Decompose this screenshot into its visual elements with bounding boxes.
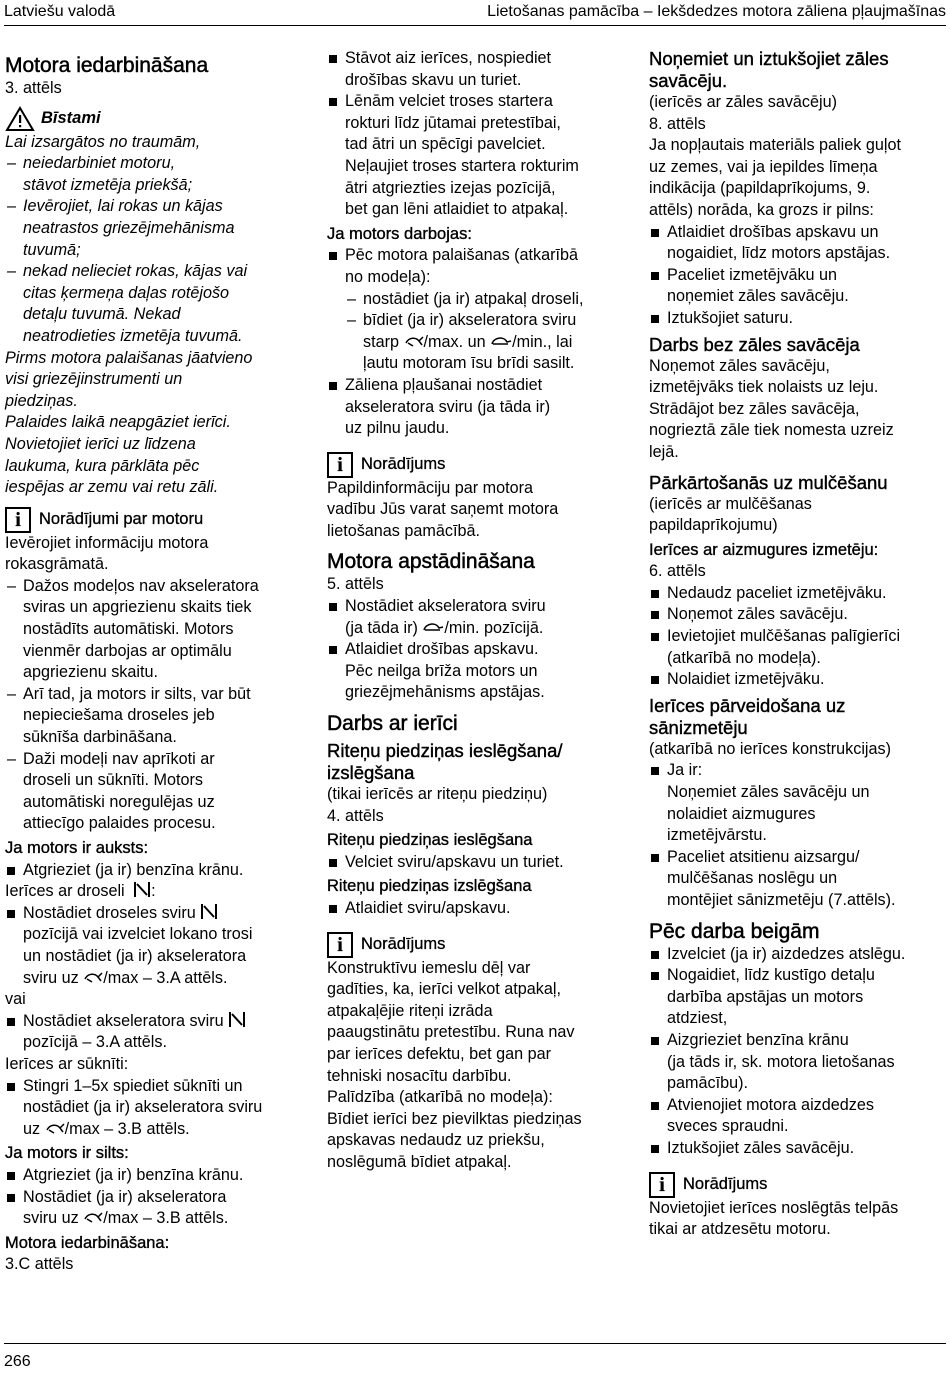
warning-text: Lai izsargātos no traumām, [5, 132, 201, 151]
header-divider [4, 25, 946, 26]
header-document-title: Lietošanas pamācība – Iekšdedzes motora zāliena pļaujmašīnas [487, 3, 946, 20]
note-text: Konstruktīvu iemeslu dēļ var gadīties, ka, ierīci velkot atpakaļ, atpakaļējie riteņi izrāda paaugstinātu pretestību. Runa nav par ierīces defektu, bet gan par tehniski nosacītu darbību. Palīdzība (atkarībā no modeļa): Bīdiet ierīci bez pievilktas piedziņas apskavas nedaudz uz priekšu, noslēgumā bīdiet atpakaļ. [327, 958, 582, 1171]
drive-heading: Riteņu piedziņas ieslēgšana/ izslēgšana [327, 740, 563, 784]
bullet-item: Aizgrieziet benzīna krānu (ja tāds ir, sk. motora lietošanas pamācību). [649, 1030, 947, 1095]
drive-text: (tikai ierīcēs ar riteņu piedziņu) 4. attēls [327, 785, 548, 825]
note-dash-item: – Daži modeļi nav aprīkoti ar droseli un sūknīti. Motors automātiski noregulējas uz attiecīgo palaides procesu. [5, 749, 305, 835]
figure-ref: 3.C attēls [5, 1255, 74, 1274]
figure-ref: 6. attēls [649, 562, 706, 581]
dash-item: – bīdiet (ja ir) akseleratora sviru starp /max. un /min., lai ļautu motoram īsu brīdi sasilt. [345, 310, 627, 375]
bullet-item: Iztukšojiet saturu. [649, 308, 947, 330]
footer-divider [4, 1343, 946, 1344]
info-icon: i [327, 452, 353, 478]
bullet-item: Izvelciet (ja ir) aizdedzes atslēgu. [649, 944, 947, 966]
note-text: Papildinformāciju par motora vadību Jūs varat saņemt motora lietošanas pamācībā. [327, 478, 559, 540]
warning-dash-item: – nekad nelieciet rokas, kājas vai citas ķermeņa daļas rotējošo detaļu tuvumā. Nekad neatrodieties izmetēja tuvumā. [5, 261, 305, 347]
choke-symbol-icon [133, 881, 151, 898]
pump-intro: Ierīces ar sūknīti: [5, 1054, 129, 1073]
bullet-item: Nostādiet droseles sviru pozīcijā vai izvelciet lokano trosi un nostādiet (ja ir) akseleratora sviru uz /max – 3.A attēls. [5, 903, 305, 989]
warning-heading [5, 106, 305, 132]
note-dash-item: – Arī tad, ja motors ir silts, var būt nepieciešama droseles jeb sūknīša darbināšana. [5, 684, 305, 749]
engine-note-heading: i Norādījumi par motoru [5, 507, 305, 533]
bullet-item: Velciet sviru/apskavu un turiet. [327, 852, 627, 874]
choke-intro: Ierīces ar droseli : [5, 882, 156, 901]
column-3 [649, 48, 947, 1241]
column-1 [5, 48, 305, 1276]
bullet-item: Paceliet atsitienu aizsargu/ mulčēšanas noslēgu un montējiet sānizmetēju (7.attēls). [649, 847, 947, 912]
page-header [4, 2, 946, 24]
bullet-item: Stingri 1–5x spiediet sūknīti un nostādiet (ja ir) akseleratora sviru uz /max – 3.B attēls. [5, 1076, 305, 1141]
bullet-item: Atgrieziet (ja ir) benzīna krānu. [5, 860, 305, 882]
bullet-item: Stāvot aiz ierīces, nospiediet drošības skavu un turiet. [327, 48, 627, 91]
warning-triangle-icon [5, 106, 35, 132]
warm-engine-heading: Ja motors ir silts: [5, 1144, 129, 1163]
note-text: Novietojiet ierīces noslēgtās telpās tikai ar atdzesētu motoru. [649, 1198, 899, 1239]
turtle-min-icon [422, 620, 444, 634]
section-title-engine-start: Motora iedarbināšana [5, 54, 209, 77]
note-heading: i Norādījums [649, 1172, 947, 1198]
section-title-work: Darbs ar ierīci [327, 712, 458, 736]
hare-max-icon [83, 1210, 103, 1224]
bullet-item: Lēnām velciet troses startera rokturi līdz jūtamai pretestībai, tad ātri un spēcīgi pavelciet. Neļaujiet troses startera rokturim ātri atgriezties izejas pozīcijā, bet gan lēni atlaidiet to atpakaļ. [327, 91, 627, 221]
engine-running-heading: Ja motors darbojas: [327, 224, 472, 243]
mulching-heading: Pārkārtošanās uz mulčēšanu [649, 471, 888, 493]
no-bag-heading: Darbs bez zāles savācēja [649, 333, 860, 355]
note-heading: i Norādījums [327, 932, 627, 958]
bullet-item: Nogaidiet, līdz kustīgo detaļu darbība apstājas un motors atdziest, [649, 965, 947, 1030]
info-icon: i [5, 507, 31, 533]
mulching-text: (ierīcēs ar mulčēšanas papildaprīkojumu) [649, 494, 812, 535]
bullet-item: Nostādiet akseleratora sviru (ja tāda ir) /min. pozīcijā. [327, 596, 627, 639]
column-2 [327, 48, 627, 1174]
page-number: 266 [4, 1353, 31, 1370]
warning-dash-item: – Ievērojiet, lai rokas un kājas neatrastos griezējmehānisma tuvumā; [5, 196, 305, 261]
bullet-item: Atgrieziet (ja ir) benzīna krānu. [5, 1165, 305, 1187]
figure-ref: 5. attēls [327, 575, 384, 594]
drive-off-heading: Riteņu piedziņas izslēgšana [327, 877, 532, 896]
bullet-item: Nolaidiet izmetējvāku. [649, 669, 947, 691]
warning-label: Bīstami [41, 108, 101, 127]
or-text: vai [5, 990, 26, 1009]
bullet-item: Atvienojiet motora aizdedzes sveces spraudni. [649, 1095, 947, 1138]
header-language: Latviešu valodā [4, 3, 116, 20]
side-ejector-heading: Ierīces pārveidošana uz sānizmetēju [649, 694, 846, 738]
bullet-item: Nedaudz paceliet izmetējvāku. [649, 583, 947, 605]
bullet-item: Atlaidiet sviru/apskavu. [327, 898, 627, 920]
dash-item: – nostādiet (ja ir) atpakaļ droseli, [345, 289, 627, 311]
bullet-item: Zāliena pļaušanai nostādiet akseleratora sviru (ja tāda ir) uz pilnu jaudu. [327, 375, 627, 440]
hare-max-icon [45, 1121, 65, 1135]
bullet-item: Iztukšojiet zāles savācēju. [649, 1138, 947, 1160]
bullet-item: Atlaidiet drošības apskavu. Pēc neilga brīža motors un griezējmehānisms apstājas. [327, 639, 627, 704]
turtle-min-icon [490, 334, 512, 348]
note-dash-item: – Dažos modeļos nav akseleratora sviras un apgriezienu skaits tiek nostādīts automātiski. Motors vienmēr darbojas ar optimālu apgriezienu skaitu. [5, 576, 305, 684]
no-bag-text: Noņemot zāles savācēju, izmetējvāks tiek nolaists uz leju. Strādājot bez zāles savācēja, nogrieztā zāle tiek nomesta uzreiz lejā. [649, 356, 894, 461]
bullet-item: Atlaidiet drošības apskavu un nogaidiet, līdz motors apstājas. [649, 222, 947, 265]
side-ejector-text: (atkarībā no ierīces konstrukcijas) [649, 739, 892, 758]
figure-ref: 3. attēls [5, 79, 62, 97]
section-title-engine-stop: Motora apstādināšana [327, 550, 535, 574]
choke-symbol-icon [228, 1011, 246, 1028]
hare-max-icon [404, 334, 424, 348]
rear-ejector-heading: Ierīces ar aizmugures izmetēju: [649, 540, 879, 559]
info-icon: i [327, 932, 353, 958]
start-heading: Motora iedarbināšana: [5, 1233, 170, 1252]
bullet-item: Pēc motora palaišanas (atkarībā no modeļa): [327, 245, 627, 288]
cold-engine-heading: Ja motors ir auksts: [5, 839, 149, 857]
drive-on-heading: Riteņu piedziņas ieslēgšana [327, 831, 533, 850]
bullet-item: Ievietojiet mulčēšanas palīgierīci (atkarībā no modeļa). [649, 626, 947, 669]
engine-note-text: Ievērojiet informāciju motora rokasgrāmatā. [5, 533, 209, 574]
choke-symbol-icon [200, 903, 218, 920]
section-title-after-work: Pēc darba beigām [649, 919, 820, 943]
warning-dash-item: – neiedarbiniet motoru, stāvot izmetēja priekšā; [5, 153, 305, 196]
bullet-item: Nostādiet (ja ir) akseleratora sviru uz /max – 3.B attēls. [5, 1187, 305, 1230]
bullet-item: Ja ir: Noņemiet zāles savācēju un nolaidiet aizmugures izmetējvārstu. [649, 760, 947, 846]
hare-max-icon [83, 970, 103, 984]
bullet-item: Paceliet izmetējvāku un noņemiet zāles savācēju. [649, 265, 947, 308]
warning-text-after: Pirms motora palaišanas jāatvieno visi griezējinstrumenti un piedziņas. Palaides laikā neapgāziet ierīci. Novietojiet ierīci uz līdzena laukuma, kura pārklāta pēc iespējas ar zemu vai retu zāli. [5, 348, 253, 497]
empty-bag-heading: Noņemiet un iztukšojiet zāles savācēju. [649, 48, 889, 91]
bullet-item: Nostādiet akseleratora sviru pozīcijā – 3.A attēls. [5, 1011, 305, 1054]
note-heading: i Norādījums [327, 452, 627, 478]
bullet-item: Noņemot zāles savācēju. [649, 604, 947, 626]
info-icon: i [649, 1172, 675, 1198]
empty-bag-text: (ierīcēs ar zāles savācēju) 8. attēls Ja nopļautais materiāls paliek guļot uz zemes, vai ja iepildes līmeņa indikācija (papildaprīkojums, 9. attēls) norāda, ka grozs ir pilns: [649, 93, 901, 219]
